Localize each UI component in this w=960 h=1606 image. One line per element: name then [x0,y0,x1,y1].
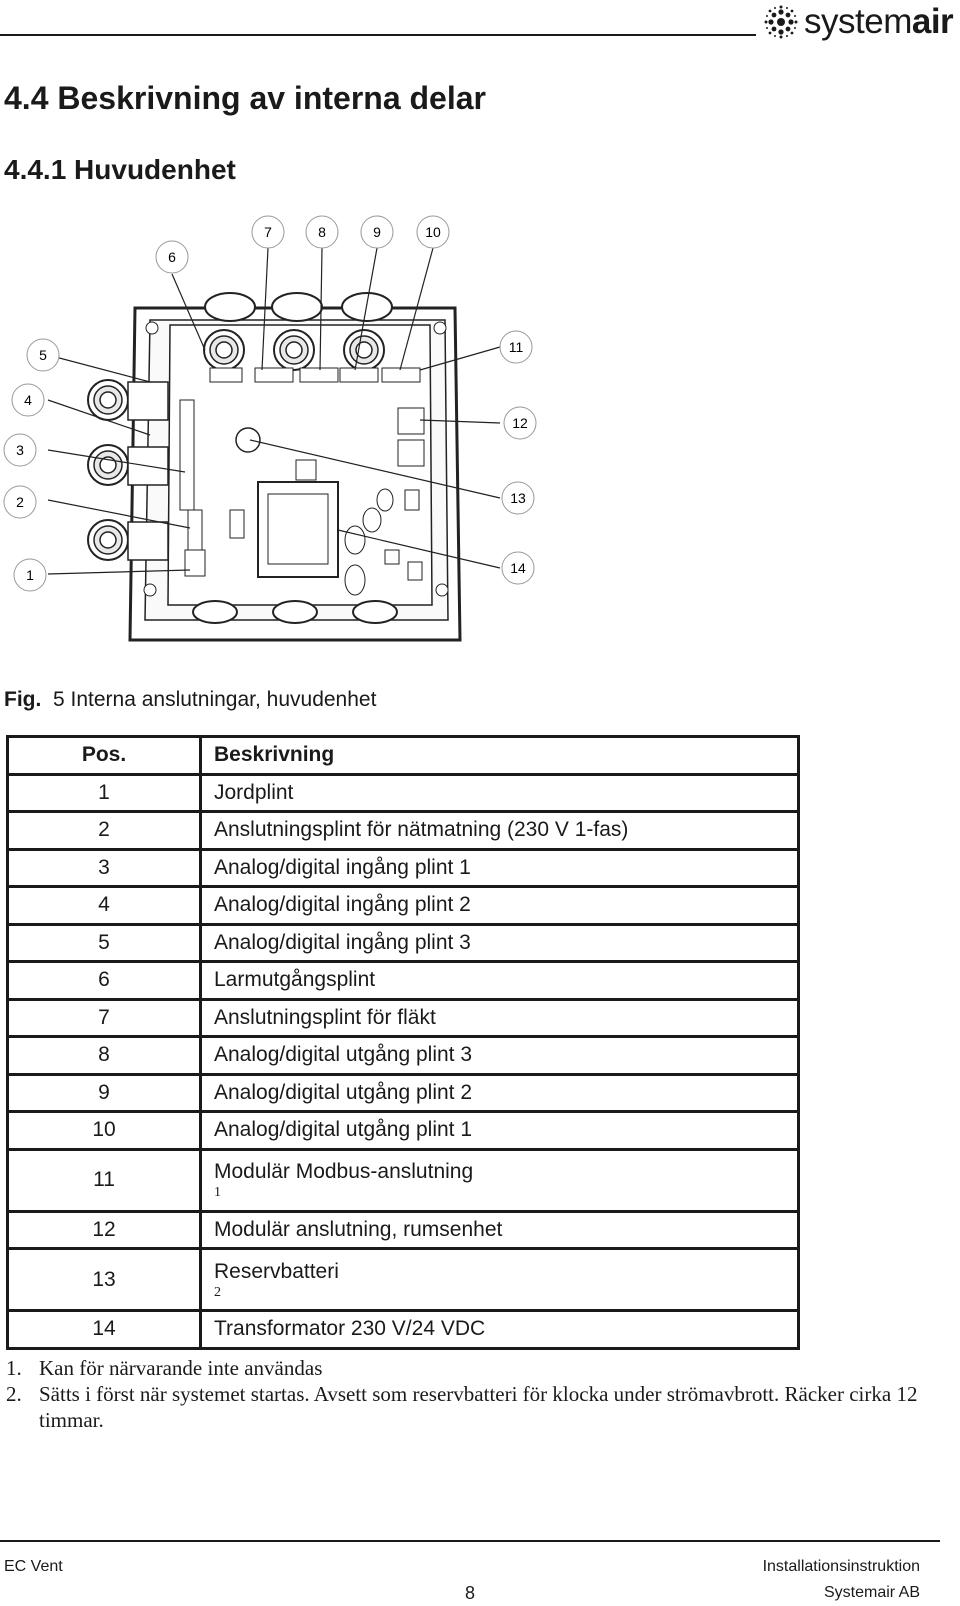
table-row [8,774,799,812]
table-row [8,1149,799,1211]
row-description-cell [201,812,799,850]
caption-prefix: Fig. [4,688,42,711]
svg-text:2: 2 [16,494,24,510]
row-description: Anslutningsplint för fläkt [214,1005,436,1029]
table-row [8,1037,799,1075]
page-number: 8 [465,1583,476,1603]
callout-4 [12,384,44,416]
footnote-number: 2. [6,1382,22,1406]
table-row [8,1112,799,1150]
brand-bold: air [911,2,954,41]
footnote-2 [6,1381,919,1433]
svg-text:3: 3 [16,442,24,458]
table-row [8,924,799,962]
row-pos: 10 [8,1112,201,1150]
row-description: Reservbatteri [214,1259,339,1283]
table-row [8,1211,799,1249]
footnote-text: Kan för närvarande inte användas [39,1356,323,1380]
row-pos: 4 [8,887,201,925]
table-row [8,1311,799,1349]
row-pos: 6 [8,962,201,1000]
callout-8 [306,216,338,248]
svg-text:11: 11 [508,339,524,355]
brand-regular: system [804,2,912,41]
callout-3 [4,434,36,466]
row-description: Analog/digital ingång plint 3 [214,930,471,954]
callout-9 [361,216,393,248]
table-row [8,849,799,887]
svg-text:4: 4 [24,392,32,408]
footnote-ref: 1 [214,1185,221,1200]
row-description-cell [201,1037,799,1075]
row-description: Modulär Modbus-anslutning [214,1160,474,1183]
footnote-number: 1. [6,1356,22,1380]
position-table [6,735,800,1350]
row-pos: 13 [8,1249,201,1311]
header-rule [0,34,756,36]
callout-10 [417,216,449,248]
row-pos: 2 [8,812,201,850]
row-description-cell [201,1211,799,1249]
callout-11 [500,331,532,363]
row-pos: 12 [8,1211,201,1249]
row-description-cell [201,962,799,1000]
row-description: Jordplint [214,780,294,804]
table-row [8,887,799,925]
footer-product: EC Vent [4,1558,63,1575]
footer-company: Systemair AB [823,1584,920,1601]
row-description-cell [201,1112,799,1150]
svg-text:5: 5 [39,347,47,363]
row-description: Modulär anslutning, rumsenhet [214,1217,503,1241]
footnotes [6,1355,919,1433]
svg-text:7: 7 [264,224,272,240]
row-pos: 8 [8,1037,201,1075]
callout-7 [252,216,284,248]
row-description-cell [201,1074,799,1112]
row-description: Analog/digital utgång plint 1 [214,1118,473,1142]
row-description-cell [201,924,799,962]
callout-13 [502,482,534,514]
svg-text:9: 9 [373,224,381,240]
footnote-ref: 2 [214,1284,221,1300]
callout-5 [27,339,59,371]
row-description: Analog/digital utgång plint 3 [214,1043,473,1067]
table-row [8,1249,799,1311]
logo-mark-icon [764,5,798,39]
row-pos: 7 [8,999,201,1037]
svg-text:6: 6 [168,249,176,265]
main-unit-diagram [0,210,560,660]
row-description-cell [201,999,799,1037]
svg-text:1: 1 [26,567,34,583]
row-description: Larmutgångsplint [214,968,376,992]
subsection-title: 4.4.1 Huvudenhet [4,154,236,185]
systemair-logo [764,4,953,40]
table-row [8,1074,799,1112]
svg-text:10: 10 [425,224,441,240]
callout-2 [4,486,36,518]
header-description: Beskrivning [201,737,799,775]
row-pos: 9 [8,1074,201,1112]
transformer [258,482,338,577]
row-description-cell [201,1249,799,1311]
header-pos: Pos. [8,737,201,775]
row-pos: 1 [8,774,201,812]
row-description-cell [201,1311,799,1349]
row-pos: 11 [8,1149,201,1211]
row-pos: 5 [8,924,201,962]
svg-text:14: 14 [510,560,526,576]
svg-text:8: 8 [318,224,326,240]
row-pos: 3 [8,849,201,887]
row-description-cell [201,774,799,812]
callout-14 [502,552,534,584]
table-row [8,812,799,850]
section-title: 4.4 Beskrivning av interna delar [4,80,486,116]
table-row [8,999,799,1037]
table-header-row [8,737,799,775]
row-description: Analog/digital utgång plint 2 [214,1080,473,1104]
row-description: Analog/digital ingång plint 1 [214,855,471,879]
callout-12 [504,407,536,439]
callout-6 [156,241,188,273]
footnote-text: Sätts i först när systemet startas. Avsett som reservbatteri för klocka under strömavbrott. Räcker cirka 12 timmar. [39,1382,918,1432]
row-description-cell [201,849,799,887]
footer-rule [0,1540,940,1542]
row-description-cell [201,887,799,925]
table-row [8,962,799,1000]
figure-caption [4,688,376,712]
footer-doc-type: Installationsinstruktion [762,1558,920,1575]
footnote-1 [6,1355,919,1381]
svg-text:12: 12 [512,415,528,431]
caption-text: 5 Interna anslutningar, huvudenhet [53,688,377,711]
row-description: Transformator 230 V/24 VDC [214,1317,486,1341]
row-description: Anslutningsplint för nätmatning (230 V 1-fas) [214,818,629,842]
row-pos: 14 [8,1311,201,1349]
callout-1 [14,559,46,591]
row-description-cell [201,1149,799,1211]
logo-text [804,2,953,42]
svg-text:13: 13 [510,490,526,506]
row-description: Analog/digital ingång plint 2 [214,893,471,917]
